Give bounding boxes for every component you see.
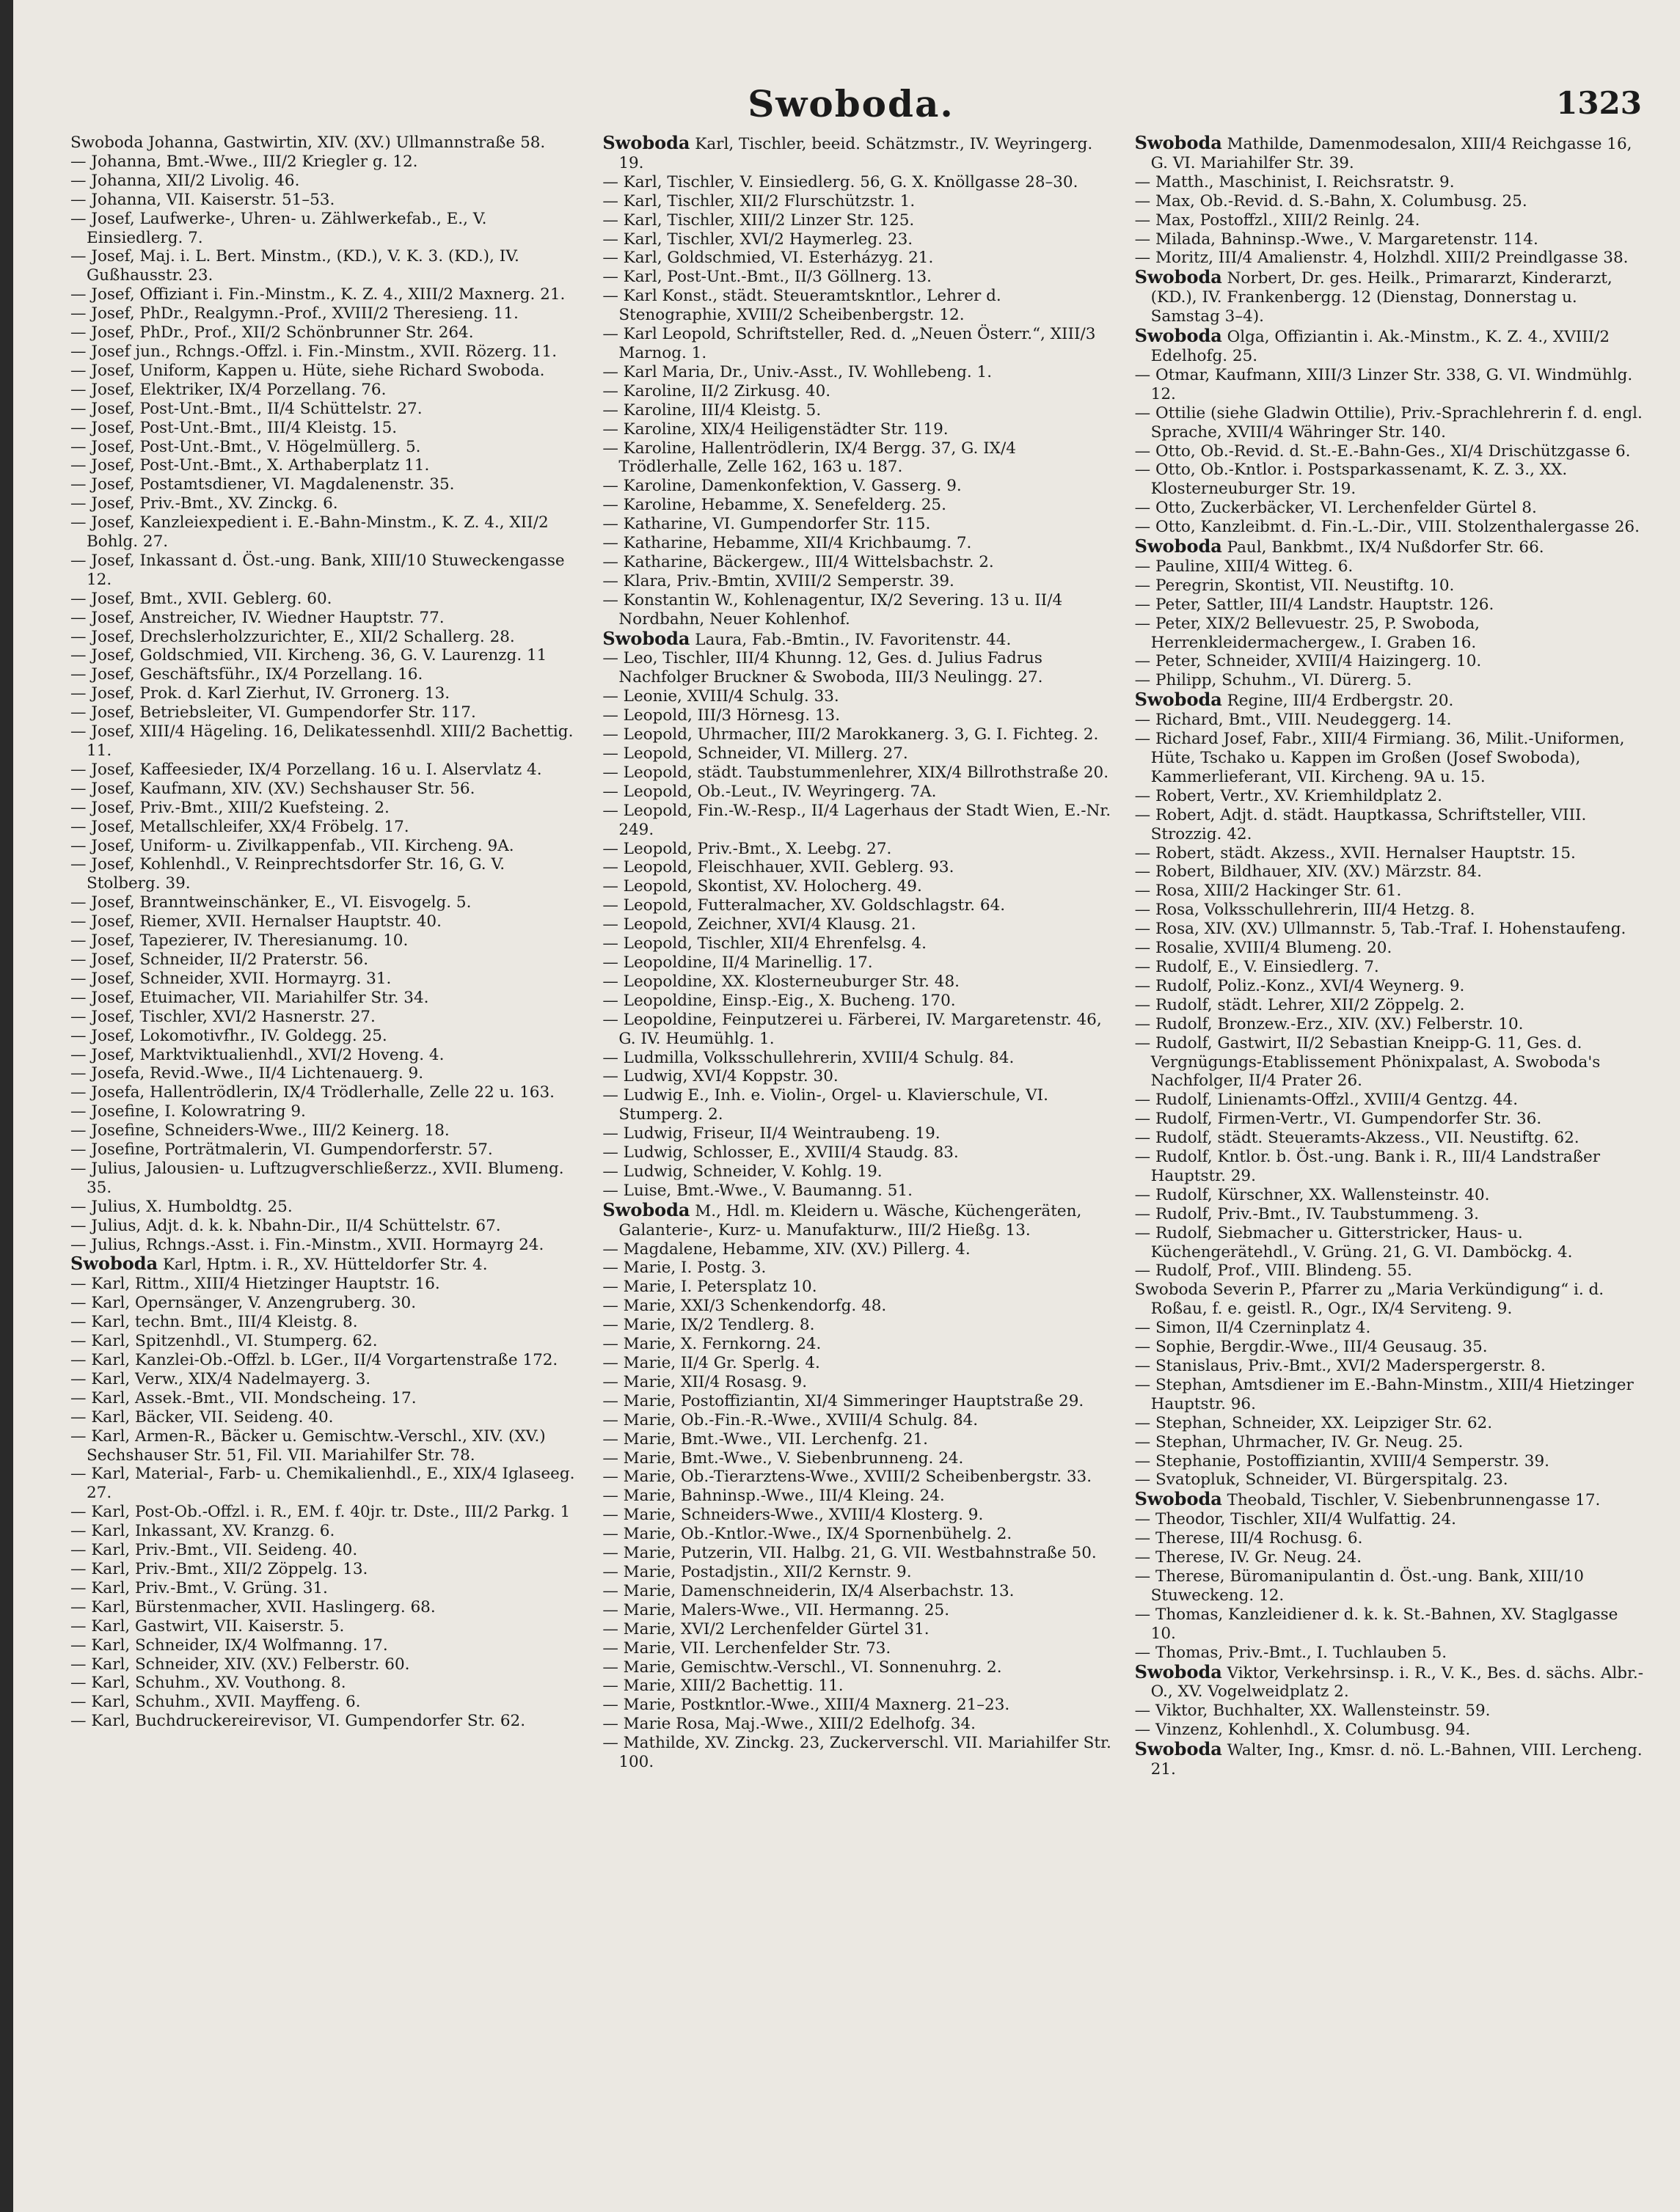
directory-entry: — Karl, Schuhm., XV. Vouthong. 8.: [70, 1674, 346, 1693]
surname-heading: Swoboda: [1134, 689, 1222, 711]
page-header: [44, 82, 1658, 133]
directory-entry: — Rosa, Volksschullehrerin, III/4 Hetzg. 8.: [1134, 901, 1475, 920]
directory-entry: — Leopold, Tischler, XII/4 Ehrenfelsg. 4.: [602, 934, 927, 953]
directory-entry: Swoboda Viktor, Verkehrsinsp. i. R., V. K., Bes. d. sächs. Albr.-O., XV. Vogelweidplatz 2.: [1134, 1660, 1644, 1702]
directory-entry: — Rudolf, Siebmacher u. Gitterstricker, Haus- u. Küchengerätehdl., V. Grüng. 21, G. VI. Damböckg. 4.: [1134, 1223, 1573, 1261]
directory-entry: — Josef, XIII/4 Hägeling. 16, Delikatessenhdl. XIII/2 Bachettig. 11.: [70, 722, 574, 760]
directory-entry: — Josef, Inkassant d. Öst.-ung. Bank, XIII/10 Stuweckengasse 12.: [70, 551, 565, 589]
directory-entry: — Karl, Gastwirt, VII. Kaiserstr. 5.: [70, 1616, 345, 1636]
directory-entry: — Marie, IX/2 Tendlerg. 8.: [602, 1316, 815, 1335]
directory-entry: — Karl, Tischler, V. Einsiedlerg. 56, G. X. Knöllgasse 28–30.: [602, 172, 1078, 191]
surname-heading: Swoboda: [1134, 535, 1222, 557]
directory-entry: — Stephan, Schneider, XX. Leipziger Str. 62.: [1134, 1413, 1493, 1432]
surname-heading: Swoboda: [602, 133, 690, 153]
directory-entry: — Karl Leopold, Schriftsteller, Red. d. „Neuen Österr.“, XIII/3 Marnog. 1.: [602, 325, 1096, 362]
directory-entry: — Philipp, Schuhm., VI. Dürerg. 5.: [1134, 671, 1412, 690]
directory-entry: — Marie, Gemischtw.-Verschl., VI. Sonnenuhrg. 2.: [602, 1658, 1002, 1677]
directory-entry: — Marie, II/4 Gr. Sperlg. 4.: [602, 1354, 820, 1372]
directory-entry: — Josef, Post-Unt.-Bmt., X. Arthaberplatz 11.: [70, 456, 430, 475]
directory-entry: — Karoline, III/4 Kleistg. 5.: [602, 400, 822, 420]
directory-entry: — Simon, II/4 Czerninplatz 4.: [1134, 1319, 1371, 1338]
directory-entry: — Stephan, Amtsdiener im E.-Bahn-Minstm., XIII/4 Hietzinger Hauptstr. 96.: [1134, 1375, 1634, 1413]
directory-entry: — Josef jun., Rchngs.-Offzl. i. Fin.-Minstm., XVII. Rözerg. 11.: [70, 342, 558, 361]
directory-entry: — Pauline, XIII/4 Witteg. 6.: [1134, 557, 1354, 576]
directory-entry: Swoboda Olga, Offiziantin i. Ak.-Minstm., K. Z. 4., XVIII/2 Edelhofg. 25.: [1134, 325, 1610, 365]
directory-entry: — Karl, Verw., XIX/4 Nadelmayerg. 3.: [70, 1369, 371, 1388]
directory-entry: — Josefine, Schneiders-Wwe., III/2 Keinerg. 18.: [70, 1121, 450, 1140]
directory-entry: — Josef, Etuimacher, VII. Mariahilfer Str. 34.: [70, 988, 429, 1007]
directory-entry: — Rudolf, Gastwirt, II/2 Sebastian Kneipp-G. 11, Ges. d. Vergnügungs-Etablissement Phönixpalast, A. Swoboda's Nachfolger, II/4 Prater 26.: [1134, 1033, 1601, 1091]
directory-entry: — Peregrin, Skontist, VII. Neustiftg. 10.: [1134, 576, 1455, 595]
directory-entry: — Karl, techn. Bmt., III/4 Kleistg. 8.: [70, 1313, 358, 1332]
directory-entry: — Rudolf, Bronzew.-Erz., XIV. (XV.) Felberstr. 10.: [1134, 1014, 1524, 1033]
surname-heading: Swoboda: [70, 1253, 158, 1275]
directory-entry: — Max, Postoffzl., XIII/2 Reinlg. 24.: [1134, 210, 1420, 230]
directory-entry: — Marie, XXI/3 Schenkendorfg. 48.: [602, 1297, 887, 1316]
directory-entry: — Josef, Offiziant i. Fin.-Minstm., K. Z. 4., XIII/2 Maxnerg. 21.: [70, 285, 566, 304]
directory-entry: — Josef, Goldschmied, VII. Kircheng. 36, G. V. Laurenzg. 11: [70, 646, 547, 665]
directory-entry: — Marie, Postkntlor.-Wwe., XIII/4 Maxnerg. 21–23.: [602, 1696, 1010, 1715]
directory-entry: — Thomas, Priv.-Bmt., I. Tuchlauben 5.: [1134, 1643, 1447, 1662]
directory-entry: — Stanislaus, Priv.-Bmt., XVI/2 Maderspergerstr. 8.: [1134, 1357, 1546, 1375]
directory-entry: — Otto, Ob.-Revid. d. St.-E.-Bahn-Ges., XI/4 Drischützgasse 6.: [1134, 442, 1631, 461]
directory-entry: — Josefa, Revid.-Wwe., II/4 Lichtenauerg. 9.: [70, 1064, 424, 1083]
directory-entry: — Josef, Elektriker, IX/4 Porzellang. 76.: [70, 380, 387, 399]
surname-heading: Swoboda: [1134, 1660, 1222, 1682]
directory-entry: — Rosa, XIII/2 Hackinger Str. 61.: [1134, 882, 1402, 901]
directory-entry: — Julius, Rchngs.-Asst. i. Fin.-Minstm., XVII. Hormayrg 24.: [70, 1235, 544, 1254]
directory-entry: — Robert, Vertr., XV. Kriemhildplatz 2.: [1134, 786, 1443, 805]
directory-entry: — Karl, Post-Ob.-Offzl. i. R., EM. f. 40jr. tr. Dste., III/2 Parkg. 1: [70, 1503, 571, 1522]
directory-entry: — Marie, Bmt.-Wwe., VII. Lerchenfg. 21.: [602, 1429, 929, 1449]
directory-entry: — Leopold, Fin.-W.-Resp., II/4 Lagerhaus der Stadt Wien, E.-Nr. 249.: [602, 801, 1111, 839]
directory-entry: — Marie, Postadjstin., XII/2 Kernstr. 9.: [602, 1562, 912, 1581]
directory-entry: Swoboda Severin P., Pfarrer zu „Maria Verkündigung“ i. d. Roßau, f. e. geistl. R., Ogr., IX/4 Serviteng. 9.: [1134, 1281, 1604, 1319]
directory-entry: Swoboda Karl, Tischler, beeid. Schätzmstr., IV. Weyringerg. 19.: [602, 133, 1093, 172]
directory-entry: — Ludwig, Schlosser, E., XVIII/4 Staudg. 83.: [602, 1143, 959, 1162]
surname-heading: Swoboda: [1134, 266, 1222, 288]
directory-entry: — Karl Konst., städt. Steueramtskntlor., Lehrer d. Stenographie, XVIII/2 Scheibenbergstr. 12.: [602, 287, 1001, 325]
scan-edge: [0, 0, 13, 2212]
directory-entry: — Leopoldine, II/4 Marinellig. 17.: [602, 953, 873, 972]
directory-entry: — Marie, X. Fernkorng. 24.: [602, 1335, 822, 1354]
directory-entry: — Marie, Schneiders-Wwe., XVIII/4 Klosterg. 9.: [602, 1506, 984, 1525]
directory-entry: — Karl, Opernsänger, V. Anzengruberg. 30.: [70, 1294, 417, 1313]
directory-entry: — Josef, Post-Unt.-Bmt., V. Högelmüllerg. 5.: [70, 437, 421, 456]
directory-entry: — Leopold, Uhrmacher, III/2 Marokkanerg. 3, G. I. Fichteg. 2.: [602, 725, 1099, 744]
directory-entry: — Ludmilla, Volksschullehrerin, XVIII/4 Schulg. 84.: [602, 1048, 1015, 1067]
directory-entry: — Otto, Ob.-Kntlor. i. Postsparkassenamt, K. Z. 3., XX. Klosterneuburger Str. 19.: [1134, 461, 1568, 499]
directory-entry: — Therese, IV. Gr. Neug. 24.: [1134, 1548, 1362, 1567]
directory-entry: — Josef, Post-Unt.-Bmt., III/4 Kleistg. 15.: [70, 418, 398, 437]
directory-entry: — Karl, Tischler, XVI/2 Haymerleg. 23.: [602, 230, 913, 249]
directory-entry: — Karl, Tischler, XIII/2 Linzer Str. 125.: [602, 210, 915, 230]
directory-entry: — Josef, Postamtsdiener, VI. Magdalenenstr. 35.: [70, 475, 455, 494]
directory-entry: — Peter, XIX/2 Bellevuestr. 25, P. Swoboda, Herrenkleidermachergew., I. Graben 16.: [1134, 614, 1480, 652]
column-left: [70, 133, 583, 2180]
directory-entry: — Marie, Ob.-Tierarztens-Wwe., XVIII/2 Scheibenbergstr. 33.: [602, 1468, 1092, 1487]
directory-entry: — Vinzenz, Kohlenhdl., X. Columbusg. 94.: [1134, 1721, 1471, 1740]
surname-heading: Swoboda: [1134, 1738, 1222, 1760]
directory-entry: — Josef, Prok. d. Karl Zierhut, IV. Grronerg. 13.: [70, 684, 450, 703]
directory-entry: — Leopold, Fleischhauer, XVII. Geblerg. 93.: [602, 858, 954, 877]
directory-entry: — Karl, Material-, Farb- u. Chemikalienhdl., E., XIX/4 Iglaseeg. 27.: [70, 1465, 575, 1503]
directory-entry: — Rudolf, E., V. Einsiedlerg. 7.: [1134, 957, 1379, 976]
directory-entry: — Josef, PhDr., Realgymn.-Prof., XVIII/2 Theresieng. 11.: [70, 304, 519, 323]
directory-entry: — Rudolf, Prof., VIII. Blindeng. 55.: [1134, 1261, 1412, 1281]
directory-entry: — Josef, Kanzleiexpedient i. E.-Bahn-Minstm., K. Z. 4., XII/2 Bohlg. 27.: [70, 513, 549, 552]
directory-entry: — Marie, XIII/2 Bachettig. 11.: [602, 1677, 844, 1696]
directory-entry: — Katharine, Hebamme, XII/4 Krichbaumg. 7.: [602, 534, 972, 553]
directory-entry: — Josef, Kaufmann, XIV. (XV.) Sechshauser Str. 56.: [70, 779, 475, 798]
directory-entry: — Julius, Adjt. d. k. k. Nbahn-Dir., II/4 Schüttelstr. 67.: [70, 1216, 501, 1235]
directory-entry: — Rudolf, Kürschner, XX. Wallensteinstr. 40.: [1134, 1185, 1490, 1204]
directory-entry: Swoboda Regine, III/4 Erdbergstr. 20.: [1134, 689, 1454, 711]
directory-entry: Swoboda Theobald, Tischler, V. Siebenbrunnengasse 17.: [1134, 1488, 1601, 1510]
directory-entry: Swoboda Paul, Bankbmt., IX/4 Nußdorfer Str. 66.: [1134, 535, 1544, 557]
directory-entry: — Richard Josef, Fabr., XIII/4 Firmiang. 36, Milit.-Uniformen, Hüte, Tschako u. Kappen im Großen (Josef Swoboda), Kammerlieferant, VII. Kircheng. 9A u. 15.: [1134, 730, 1625, 786]
directory-entry: — Rudolf, Poliz.-Konz., XVI/4 Weynerg. 9.: [1134, 976, 1465, 995]
directory-entry: — Julius, X. Humboldtg. 25.: [70, 1197, 293, 1216]
directory-columns: [70, 133, 1648, 2180]
directory-entry: — Marie, Bahninsp.-Wwe., III/4 Kleing. 24.: [602, 1487, 945, 1506]
directory-entry: — Rosalie, XVIII/4 Blumeng. 20.: [1134, 939, 1392, 958]
running-head-surname: Swoboda.: [748, 82, 954, 125]
directory-entry: — Johanna, Bmt.-Wwe., III/2 Kriegler g. 12.: [70, 152, 418, 171]
directory-entry: — Josef, Metallschleifer, XX/4 Fröbelg. 17.: [70, 817, 409, 836]
directory-entry: — Josef, PhDr., Prof., XII/2 Schönbrunner Str. 264.: [70, 323, 474, 343]
column-right: [1135, 133, 1648, 2180]
directory-entry: — Josef, Marktviktualienhdl., XVI/2 Hoveng. 4.: [70, 1045, 445, 1064]
directory-entry: — Leonie, XVIII/4 Schulg. 33.: [602, 687, 839, 706]
directory-entry: — Rudolf, Priv.-Bmt., IV. Taubstummeng. 3.: [1134, 1204, 1479, 1223]
directory-entry: Swoboda Mathilde, Damenmodesalon, XIII/4 Reichgasse 16, G. VI. Mariahilfer Str. 39.: [1134, 133, 1632, 172]
directory-entry: — Ludwig, Friseur, II/4 Weintraubeng. 19.: [602, 1124, 941, 1143]
directory-entry: — Therese, III/4 Rochusg. 6.: [1134, 1529, 1363, 1548]
directory-entry: — Leopold, städt. Taubstummenlehrer, XIX/4 Billrothstraße 20.: [602, 763, 1109, 782]
directory-entry: — Karoline, Hallentrödlerin, IX/4 Bergg. 37, G. IX/4 Trödlerhalle, Zelle 162, 163 u. 187.: [602, 439, 1016, 477]
directory-entry: — Rudolf, städt. Lehrer, XII/2 Zöppelg. 2.: [1134, 995, 1465, 1014]
directory-entry: — Stephan, Uhrmacher, IV. Gr. Neug. 25.: [1134, 1432, 1464, 1451]
directory-entry: — Leopold, Priv.-Bmt., X. Leebg. 27.: [602, 839, 892, 858]
directory-entry: — Konstantin W., Kohlenagentur, IX/2 Severing. 13 u. II/4 Nordbahn, Neuer Kohlenhof.: [602, 590, 1063, 629]
directory-entry: — Magdalene, Hebamme, XIV. (XV.) Pillerg. 4.: [602, 1239, 971, 1259]
directory-entry: — Josef, Priv.-Bmt., XIII/2 Kuefsteing. 2.: [70, 798, 390, 817]
directory-entry: — Marie, XVI/2 Lerchenfelder Gürtel 31.: [602, 1619, 930, 1638]
directory-entry: — Josefine, I. Kolowratring 9.: [70, 1102, 306, 1121]
directory-entry: Swoboda Karl, Hptm. i. R., XV. Hütteldorfer Str. 4.: [70, 1253, 488, 1275]
directory-entry: — Karoline, XIX/4 Heiligenstädter Str. 119.: [602, 420, 949, 439]
directory-entry: — Marie, Ob.-Kntlor.-Wwe., IX/4 Spornenbühelg. 2.: [602, 1525, 1012, 1544]
directory-entry: — Robert, Adjt. d. städt. Hauptkassa, Schriftsteller, VIII. Strozzig. 42.: [1134, 805, 1587, 843]
directory-entry: — Leopold, Schneider, VI. Millerg. 27.: [602, 744, 908, 763]
directory-entry: — Johanna, XII/2 Livolig. 46.: [70, 171, 300, 190]
directory-entry: — Ludwig E., Inh. e. Violin-, Orgel- u. Klavierschule, VI. Stumperg. 2.: [602, 1086, 1048, 1124]
directory-entry: — Karl, Schneider, XIV. (XV.) Felberstr. 60.: [70, 1655, 410, 1674]
directory-entry: — Robert, Bildhauer, XIV. (XV.) Märzstr. 84.: [1134, 863, 1482, 882]
directory-entry: — Josef, Priv.-Bmt., XV. Zinckg. 6.: [70, 494, 338, 513]
directory-entry: — Karl, Spitzenhdl., VI. Stumperg. 62.: [70, 1332, 378, 1351]
directory-entry: — Leopold, Zeichner, XVI/4 Klausg. 21.: [602, 915, 916, 934]
page-number: 1323: [1556, 85, 1642, 121]
directory-entry: — Karoline, Damenkonfektion, V. Gasserg. 9.: [602, 477, 962, 496]
directory-entry: — Robert, städt. Akzess., XVII. Hernalser Hauptstr. 15.: [1134, 843, 1576, 863]
directory-entry: — Josef, Uniform- u. Zivilkappenfab., VII. Kircheng. 9A.: [70, 836, 514, 855]
directory-entry: — Therese, Büromanipulantin d. Öst.-ung. Bank, XIII/10 Stuweckeng. 12.: [1134, 1567, 1584, 1605]
directory-entry: — Josef, Maj. i. L. Bert. Minstm., (KD.), V. K. 3. (KD.), IV. Gußhausstr. 23.: [70, 247, 519, 285]
directory-entry: — Karl, Goldschmied, VI. Esterházyg. 21.: [602, 249, 934, 268]
directory-entry: — Josef, Lokomotivfhr., IV. Goldegg. 25.: [70, 1026, 387, 1045]
directory-entry: — Karl, Buchdruckereirevisor, VI. Gumpendorfer Str. 62.: [70, 1712, 526, 1731]
directory-entry: — Josef, Laufwerke-, Uhren- u. Zählwerkefab., E., V. Einsiedlerg. 7.: [70, 209, 487, 247]
directory-entry: — Leopoldine, XX. Klosterneuburger Str. 48.: [602, 972, 960, 991]
directory-entry: — Marie, I. Petersplatz 10.: [602, 1278, 817, 1297]
directory-entry: — Matth., Maschinist, I. Reichsratstr. 9.: [1134, 172, 1455, 191]
directory-entry: — Viktor, Buchhalter, XX. Wallensteinstr. 59.: [1134, 1702, 1491, 1721]
directory-entry: — Leopold, Ob.-Leut., IV. Weyringerg. 7A.: [602, 782, 937, 801]
directory-entry: — Karl, Schneider, IX/4 Wolfmanng. 17.: [70, 1636, 388, 1655]
directory-entry: — Josef, Uniform, Kappen u. Hüte, siehe Richard Swoboda.: [70, 361, 545, 380]
directory-entry: Swoboda Johanna, Gastwirtin, XIV. (XV.) Ullmannstraße 58.: [70, 133, 546, 152]
directory-entry: — Josef, Tischler, XVI/2 Hasnerstr. 27.: [70, 1007, 376, 1026]
directory-entry: — Julius, Jalousien- u. Luftzugverschließerzz., XVII. Blumeng. 35.: [70, 1159, 564, 1197]
surname-heading: Swoboda: [1134, 1488, 1222, 1510]
directory-entry: — Ludwig, XVI/4 Koppstr. 30.: [602, 1067, 839, 1086]
directory-entry: — Otmar, Kaufmann, XIII/3 Linzer Str. 338, G. VI. Windmühlg. 12.: [1134, 365, 1633, 403]
directory-entry: — Thomas, Kanzleidiener d. k. k. St.-Bahnen, XV. Staglgasse 10.: [1134, 1605, 1618, 1643]
surname-heading: Swoboda: [1134, 133, 1222, 153]
directory-entry: — Richard, Bmt., VIII. Neudeggerg. 14.: [1134, 711, 1452, 730]
directory-entry: — Moritz, III/4 Amalienstr. 4, Holzhdl. XIII/2 Preindlgasse 38.: [1134, 249, 1629, 268]
surname-heading: Swoboda: [602, 1198, 690, 1220]
directory-entry: — Sophie, Bergdir.-Wwe., III/4 Geusaug. 35.: [1134, 1338, 1488, 1357]
directory-entry: — Ludwig, Schneider, V. Kohlg. 19.: [602, 1162, 883, 1181]
directory-entry: — Leo, Tischler, III/4 Khunng. 12, Ges. d. Julius Fadrus Nachfolger Bruckner & Swoboda, III/3 Neulingg. 27.: [602, 649, 1043, 687]
directory-entry: — Peter, Schneider, XVIII/4 Haizingerg. 10.: [1134, 652, 1482, 671]
directory-entry: — Karoline, II/2 Zirkusg. 40.: [602, 381, 831, 400]
directory-entry: Swoboda Laura, Fab.-Bmtin., IV. Favoritenstr. 44.: [602, 627, 1012, 649]
directory-entry: — Josef, Riemer, XVII. Hernalser Hauptstr. 40.: [70, 912, 442, 931]
directory-entry: — Ottilie (siehe Gladwin Ottilie), Priv.-Sprachlehrerin f. d. engl. Sprache, XVIII/4 Währinger Str. 140.: [1134, 403, 1643, 442]
directory-entry: — Luise, Bmt.-Wwe., V. Baumanng. 51.: [602, 1181, 913, 1200]
directory-entry: — Karl, Post-Unt.-Bmt., II/3 Göllnerg. 13.: [602, 268, 932, 287]
directory-entry: — Otto, Kanzleibmt. d. Fin.-L.-Dir., VIII. Stolzenthalergasse 26.: [1134, 518, 1640, 537]
directory-entry: — Leopold, III/3 Hörnesg. 13.: [602, 706, 841, 725]
directory-entry: — Karl Maria, Dr., Univ.-Asst., IV. Wohllebeng. 1.: [602, 362, 993, 381]
directory-entry: — Marie, Malers-Wwe., VII. Hermanng. 25.: [602, 1600, 950, 1619]
directory-entry: — Josef, Bmt., XVII. Geblerg. 60.: [70, 589, 332, 608]
directory-entry: Swoboda Walter, Ing., Kmsr. d. nö. L.-Bahnen, VIII. Lercheng. 21.: [1134, 1738, 1643, 1779]
directory-entry: — Marie, Putzerin, VII. Halbg. 21, G. VII. Westbahnstraße 50.: [602, 1544, 1097, 1563]
directory-entry: — Marie Rosa, Maj.-Wwe., XIII/2 Edelhofg. 34.: [602, 1715, 976, 1734]
directory-entry: — Karl, Priv.-Bmt., VII. Seideng. 40.: [70, 1541, 358, 1560]
directory-entry: — Josefine, Porträtmalerin, VI. Gumpendorferstr. 57.: [70, 1140, 493, 1160]
directory-entry: — Josefa, Hallentrödlerin, IX/4 Trödlerhalle, Zelle 22 u. 163.: [70, 1083, 555, 1102]
directory-entry: — Max, Ob.-Revid. d. S.-Bahn, X. Columbusg. 25.: [1134, 191, 1527, 210]
directory-entry: — Rudolf, Kntlor. b. Öst.-ung. Bank i. R., III/4 Landstraßer Hauptstr. 29.: [1134, 1148, 1601, 1185]
directory-entry: — Karl, Rittm., XIII/4 Hietzinger Hauptstr. 16.: [70, 1275, 440, 1294]
directory-entry: — Karl, Kanzlei-Ob.-Offzl. b. LGer., II/4 Vorgartenstraße 172.: [70, 1351, 558, 1369]
directory-entry: — Karl, Inkassant, XV. Kranzg. 6.: [70, 1522, 335, 1541]
directory-entry: — Theodor, Tischler, XII/4 Wulfattig. 24.: [1134, 1510, 1457, 1529]
directory-entry: — Karl, Bäcker, VII. Seideng. 40.: [70, 1407, 334, 1427]
directory-entry: — Josef, Post-Unt.-Bmt., II/4 Schüttelstr. 27.: [70, 399, 423, 418]
directory-entry: — Rudolf, Linienamts-Offzl., XVIII/4 Gentzg. 44.: [1134, 1091, 1519, 1110]
directory-entry: Swoboda Norbert, Dr. ges. Heilk., Primararzt, Kinderarzt, (KD.), IV. Frankenbergg. 12 (Dienstag, Donnerstag u. Samstag 3–4).: [1134, 266, 1613, 326]
directory-entry: — Rudolf, Firmen-Vertr., VI. Gumpendorfer Str. 36.: [1134, 1110, 1542, 1129]
directory-entry: — Josef, Drechslerholzzurichter, E., XII/2 Schallerg. 28.: [70, 627, 515, 646]
directory-entry: — Leopold, Skontist, XV. Holocherg. 49.: [602, 877, 922, 896]
directory-entry: Swoboda M., Hdl. m. Kleidern u. Wäsche, Küchengeräten, Galanterie-, Kurz- u. Manufakturw., III/2 Hießg. 13.: [602, 1198, 1082, 1239]
directory-entry: — Marie, Damenschneiderin, IX/4 Alserbachstr. 13.: [602, 1581, 1015, 1600]
directory-entry: — Katharine, Bäckergew., III/4 Wittelsbachstr. 2.: [602, 552, 994, 571]
directory-entry: — Josef, Kohlenhdl., V. Reinprechtsdorfer Str. 16, G. V. Stolberg. 39.: [70, 855, 505, 893]
directory-entry: — Karoline, Hebamme, X. Senefelderg. 25.: [602, 496, 946, 515]
surname-heading: Swoboda: [602, 627, 690, 649]
directory-entry: — Milada, Bahninsp.-Wwe., V. Margaretenstr. 114.: [1134, 230, 1538, 249]
directory-entry: — Klara, Priv.-Bmtin, XVIII/2 Semperstr. 39.: [602, 571, 954, 590]
directory-entry: — Stephanie, Postoffiziantin, XVIII/4 Semperstr. 39.: [1134, 1451, 1549, 1471]
directory-entry: — Peter, Sattler, III/4 Landstr. Hauptstr. 126.: [1134, 595, 1494, 614]
directory-entry: — Leopold, Futteralmacher, XV. Goldschlagstr. 64.: [602, 896, 1006, 915]
directory-entry: — Karl, Assek.-Bmt., VII. Mondscheing. 17.: [70, 1388, 417, 1407]
directory-entry: — Otto, Zuckerbäcker, VI. Lerchenfelder Gürtel 8.: [1134, 499, 1537, 518]
directory-entry: — Josef, Geschäftsführ., IX/4 Porzellang. 16.: [70, 665, 423, 684]
directory-entry: — Josef, Schneider, XVII. Hormayrg. 31.: [70, 969, 392, 988]
directory-entry: — Karl, Bürstenmacher, XVII. Haslingerg. 68.: [70, 1597, 436, 1616]
directory-entry: — Marie, Ob.-Fin.-R.-Wwe., XVIII/4 Schulg. 84.: [602, 1410, 979, 1429]
directory-entry: — Josef, Schneider, II/2 Praterstr. 56.: [70, 950, 369, 969]
column-middle: [602, 133, 1115, 2180]
directory-entry: — Marie, XII/4 Rosasg. 9.: [602, 1372, 808, 1391]
surname-heading: Swoboda: [1134, 325, 1222, 347]
directory-entry: — Josef, Branntweinschänker, E., VI. Eisvogelg. 5.: [70, 893, 472, 912]
directory-entry: — Josef, Kaffeesieder, IX/4 Porzellang. 16 u. I. Alservlatz 4.: [70, 760, 542, 779]
directory-entry: — Svatopluk, Schneider, VI. Bürgerspitalg. 23.: [1134, 1471, 1508, 1490]
directory-entry: — Karl, Priv.-Bmt., XII/2 Zöppelg. 13.: [70, 1559, 368, 1578]
directory-entry: — Leopoldine, Einsp.-Eig., X. Bucheng. 170.: [602, 991, 956, 1010]
directory-entry: — Josef, Tapezierer, IV. Theresianumg. 10.: [70, 931, 409, 951]
directory-entry: — Leopoldine, Feinputzerei u. Färberei, IV. Margaretenstr. 46, G. IV. Heumühlg. 1.: [602, 1010, 1102, 1048]
directory-entry: — Mathilde, XV. Zinckg. 23, Zuckerverschl. VII. Mariahilfer Str. 100.: [602, 1734, 1111, 1772]
directory-entry: — Rosa, XIV. (XV.) Ullmannstr. 5, Tab.-Traf. I. Hohenstaufeng.: [1134, 920, 1626, 939]
directory-entry: — Johanna, VII. Kaiserstr. 51–53.: [70, 190, 335, 209]
directory-entry: — Marie, Bmt.-Wwe., V. Siebenbrunneng. 24.: [602, 1449, 964, 1468]
directory-entry: — Karl, Armen-R., Bäcker u. Gemischtw.-Verschl., XIV. (XV.) Sechshauser Str. 51, Fil. VII. Mariahilfer Str. 78.: [70, 1427, 546, 1465]
directory-entry: — Marie, I. Postg. 3.: [602, 1259, 767, 1278]
directory-entry: — Karl, Schuhm., XVII. Mayffeng. 6.: [70, 1693, 361, 1712]
directory-entry: — Karl, Tischler, XII/2 Flurschützstr. 1.: [602, 191, 916, 210]
directory-entry: — Josef, Betriebsleiter, VI. Gumpendorfer Str. 117.: [70, 703, 476, 722]
directory-entry: — Josef, Anstreicher, IV. Wiedner Hauptstr. 77.: [70, 608, 445, 627]
directory-entry: — Karl, Priv.-Bmt., V. Grüng. 31.: [70, 1578, 328, 1597]
directory-entry: — Marie, Postoffiziantin, XI/4 Simmeringer Hauptstraße 29.: [602, 1391, 1084, 1410]
directory-entry: — Katharine, VI. Gumpendorfer Str. 115.: [602, 515, 931, 534]
directory-entry: — Marie, VII. Lerchenfelder Str. 73.: [602, 1638, 891, 1658]
directory-entry: — Rudolf, städt. Steueramts-Akzess., VII. Neustiftg. 62.: [1134, 1129, 1579, 1148]
